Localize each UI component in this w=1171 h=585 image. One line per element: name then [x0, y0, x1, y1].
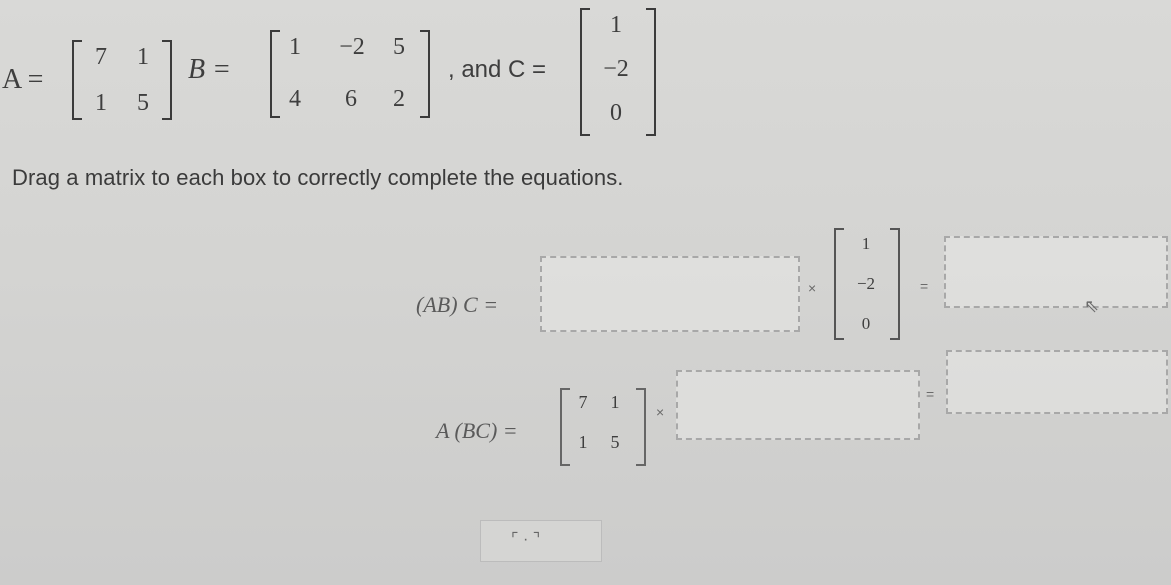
- bracket-left: [270, 30, 280, 118]
- equation1-times: ×: [808, 280, 817, 296]
- equation2-lhs: A (BC) =: [436, 418, 518, 443]
- matrix-c-cell: 0: [610, 100, 622, 126]
- bracket-left: [580, 8, 590, 136]
- equation1-c-cell: 1: [861, 234, 871, 253]
- equation1-c-matrix: [834, 228, 906, 340]
- instruction-text: Drag a matrix to each box to correctly complete the equations.: [12, 165, 624, 190]
- matrix-c: [580, 8, 660, 138]
- equation2-equals: =: [926, 386, 935, 402]
- matrix-a-cell: 5: [137, 90, 149, 116]
- matrix-b-cell: −2: [339, 34, 365, 60]
- matrix-b-label: B =: [188, 54, 231, 85]
- equation1-drop-box-result[interactable]: [944, 236, 1168, 308]
- equation1-lhs: (AB) C =: [416, 292, 499, 317]
- matrix-a-cell: 1: [137, 44, 149, 70]
- draggable-matrix-tray[interactable]: [480, 520, 602, 562]
- matrix-b-cell: 4: [289, 86, 301, 112]
- equation2-a-cell: 7: [578, 392, 588, 412]
- matrix-a-cell: 1: [95, 90, 107, 116]
- matrix-b-cell: 6: [345, 86, 357, 112]
- matrix-definitions: [0, 0, 1171, 160]
- matrix-a: [72, 40, 178, 120]
- matrix-c-cell: 1: [610, 12, 622, 38]
- bracket-right: [890, 228, 900, 340]
- equation2-a-cell: 1: [610, 392, 620, 412]
- draggable-matrix-label: ⌜ · ⌝: [511, 531, 541, 548]
- equation2-drop-box-middle[interactable]: [676, 370, 920, 440]
- equation2-a-cell: 5: [610, 432, 620, 452]
- matrix-b-cell: 5: [393, 34, 405, 60]
- matrix-c-label: , and C =: [448, 56, 547, 83]
- matrix-c-cell: −2: [603, 56, 629, 82]
- bracket-right: [162, 40, 172, 120]
- matrix-b-cell: 1: [289, 34, 301, 60]
- equation2-drop-box-result[interactable]: [946, 350, 1168, 414]
- equation1-c-cell: 0: [861, 314, 871, 333]
- equation1-drop-box-left[interactable]: [540, 256, 800, 332]
- matrix-b-cell: 2: [393, 86, 405, 112]
- cursor-arrow-icon: ⇖: [1084, 296, 1100, 316]
- equation1-c-cell: −2: [856, 274, 876, 293]
- bracket-right: [420, 30, 430, 118]
- matrix-b: [270, 30, 438, 120]
- equation2-a-matrix: [560, 388, 650, 468]
- matrix-a-cell: 7: [95, 44, 107, 70]
- equation1-equals: =: [920, 278, 929, 294]
- equation2-times: ×: [656, 404, 665, 420]
- matrix-a-label: A =: [2, 64, 44, 95]
- equation2-a-cell: 1: [578, 432, 588, 452]
- bracket-left: [72, 40, 82, 120]
- bracket-right: [646, 8, 656, 136]
- bracket-right: [636, 388, 646, 466]
